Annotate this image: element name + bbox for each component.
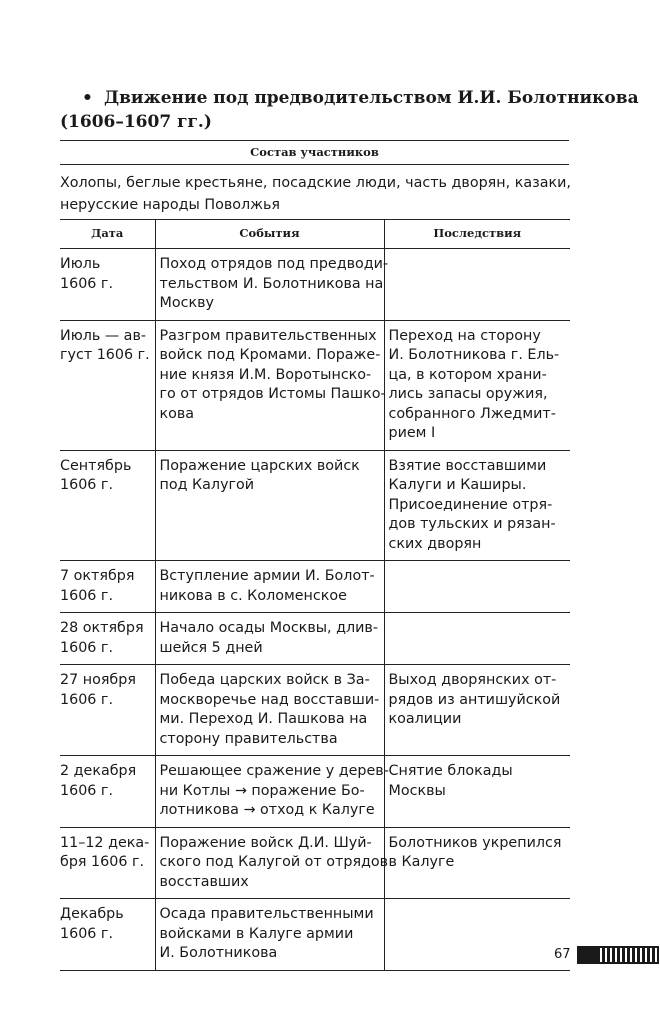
consequence-cell	[384, 827, 570, 899]
bullet-icon: •	[82, 88, 93, 108]
cell-line: рием I	[388, 425, 436, 441]
cell-line: Декабрь	[60, 906, 124, 922]
date-cell	[60, 450, 155, 561]
table-row	[60, 249, 570, 321]
cell-line: 1606 г.	[60, 587, 113, 604]
date-cell	[60, 756, 155, 828]
cell-line: лись запасы оружия,	[388, 386, 548, 402]
page-bar-decoration	[577, 946, 659, 964]
cell-line: войск под Кромами. Пораже-	[159, 347, 381, 363]
cell-line: го от отрядов Истомы Пашко-	[159, 386, 386, 402]
divider	[60, 164, 569, 165]
consequence-cell	[384, 561, 570, 613]
cell-line: И. Болотникова	[159, 945, 278, 961]
cell-line: войсками в Калуге армии	[159, 925, 354, 942]
composition-header: Состав участников	[250, 145, 379, 159]
event-cell	[155, 665, 384, 756]
cell-line: Осада правительственными	[159, 906, 374, 922]
cell-line: Калуги и Каширы.	[388, 477, 527, 493]
cell-line: ца, в котором храни-	[388, 366, 547, 383]
consequence-cell	[384, 613, 570, 665]
cell-line: 28 октября	[60, 620, 144, 636]
table-row	[60, 665, 570, 756]
cell-line: в Калуге	[388, 854, 455, 870]
cell-line: Поражение войск Д.И. Шуй-	[159, 834, 372, 851]
cell-line: Начало осады Москвы, длив-	[159, 620, 379, 636]
cell-line: под Калугой	[159, 477, 255, 493]
heading-line-2: (1606–1607 гг.)	[60, 112, 212, 132]
cell-line: 11–12 дека-	[60, 834, 150, 851]
composition-line: Холопы, беглые крестьяне, посадские люди, часть дворян, казаки,	[60, 175, 571, 191]
cell-line: ских дворян	[388, 535, 482, 552]
event-cell	[155, 613, 384, 665]
cell-line: Присоединение отря-	[388, 496, 553, 513]
table-row	[60, 756, 570, 828]
date-cell	[60, 665, 155, 756]
event-cell	[155, 899, 384, 971]
cell-line: Поход отрядов под предводи-	[159, 256, 389, 272]
cell-line: Взятие восставшими	[388, 457, 547, 474]
consequence-cell	[384, 320, 570, 450]
cell-line: лотникова → отход к Калуге	[159, 802, 375, 818]
header-consequences: Последствия	[384, 220, 570, 249]
cell-line: шейся 5 дней	[159, 639, 263, 656]
cell-line: Июль — ав-	[60, 327, 147, 344]
cell-line: Поражение царских войск	[159, 457, 360, 474]
cell-line: Выход дворянских от-	[388, 672, 557, 688]
cell-line: собранного Лжедмит-	[388, 405, 556, 422]
cell-line: 27 ноября	[60, 672, 136, 688]
cell-line: Москву	[159, 295, 214, 311]
date-cell	[60, 899, 155, 971]
cell-line: Переход на сторону	[388, 327, 541, 344]
cell-line: 1606 г.	[60, 782, 113, 799]
header-events: События	[155, 220, 384, 249]
table-row	[60, 320, 570, 450]
consequence-cell	[384, 756, 570, 828]
cell-line: ми. Переход И. Пашкова на	[159, 711, 368, 727]
cell-line: И. Болотникова г. Ель-	[388, 347, 560, 363]
cell-line: тельством И. Болотникова на	[159, 275, 384, 292]
cell-line: 7 октября	[60, 568, 135, 584]
cell-line: Вступление армии И. Болот-	[159, 568, 375, 584]
table-row	[60, 827, 570, 899]
event-cell	[155, 249, 389, 321]
heading-line-1: Движение под предводительством И.И. Болотникова	[104, 88, 639, 108]
cell-line: Болотников укрепился	[388, 834, 562, 851]
table-row	[60, 561, 570, 613]
header-date: Дата	[60, 220, 155, 249]
cell-line: никова в с. Коломенское	[159, 587, 347, 604]
cell-line: коалиции	[388, 711, 462, 727]
cell-line: ни Котлы → поражение Бо-	[159, 782, 365, 799]
cell-line: сторону правительства	[159, 730, 338, 747]
composition-text	[60, 172, 569, 216]
section-heading	[60, 86, 639, 134]
cell-line: ского под Калугой от отрядов	[159, 854, 389, 870]
cell-line: густ 1606 г.	[60, 347, 150, 363]
table-row	[60, 613, 570, 665]
page-number: 67	[554, 947, 571, 962]
cell-line: 1606 г.	[60, 691, 113, 708]
cell-line: Москвы	[388, 782, 446, 799]
cell-line: 1606 г.	[60, 477, 113, 493]
cell-line: 2 декабря	[60, 763, 137, 779]
cell-line: Разгром правительственных	[159, 327, 377, 344]
cell-line: кова	[159, 405, 195, 422]
cell-line: ние князя И.М. Воротынско-	[159, 366, 372, 383]
cell-line: рядов из антишуйской	[388, 691, 561, 708]
table-header-row	[60, 220, 570, 249]
divider	[60, 140, 569, 141]
event-cell	[155, 827, 389, 899]
cell-line: Снятие блокады	[388, 763, 513, 779]
consequence-cell	[384, 665, 570, 756]
cell-line: Сентябрь	[60, 457, 132, 474]
cell-line: Победа царских войск в За-	[159, 672, 370, 688]
cell-line: москворечье над восставши-	[159, 691, 380, 708]
event-cell	[155, 320, 384, 450]
consequence-cell	[384, 450, 570, 561]
event-cell	[155, 561, 384, 613]
cell-line: 1606 г.	[60, 639, 113, 656]
cell-line: дов тульских и рязан-	[388, 516, 556, 532]
cell-line: 1606 г.	[60, 275, 113, 292]
event-cell	[155, 756, 389, 828]
date-cell	[60, 827, 155, 899]
cell-line: Решающее сражение у дерев-	[159, 763, 389, 779]
date-cell	[60, 613, 155, 665]
cell-line: бря 1606 г.	[60, 854, 145, 870]
event-cell	[155, 450, 384, 561]
composition-line: нерусские народы Поволжья	[60, 197, 281, 213]
cell-line: 1606 г.	[60, 925, 113, 942]
events-table	[60, 219, 570, 971]
consequence-cell	[384, 249, 570, 321]
cell-line: Июль	[60, 256, 101, 272]
table-row	[60, 450, 570, 561]
date-cell	[60, 249, 155, 321]
table-row	[60, 899, 570, 971]
date-cell	[60, 561, 155, 613]
cell-line: восставших	[159, 873, 249, 890]
consequence-cell	[384, 899, 570, 971]
date-cell	[60, 320, 155, 450]
